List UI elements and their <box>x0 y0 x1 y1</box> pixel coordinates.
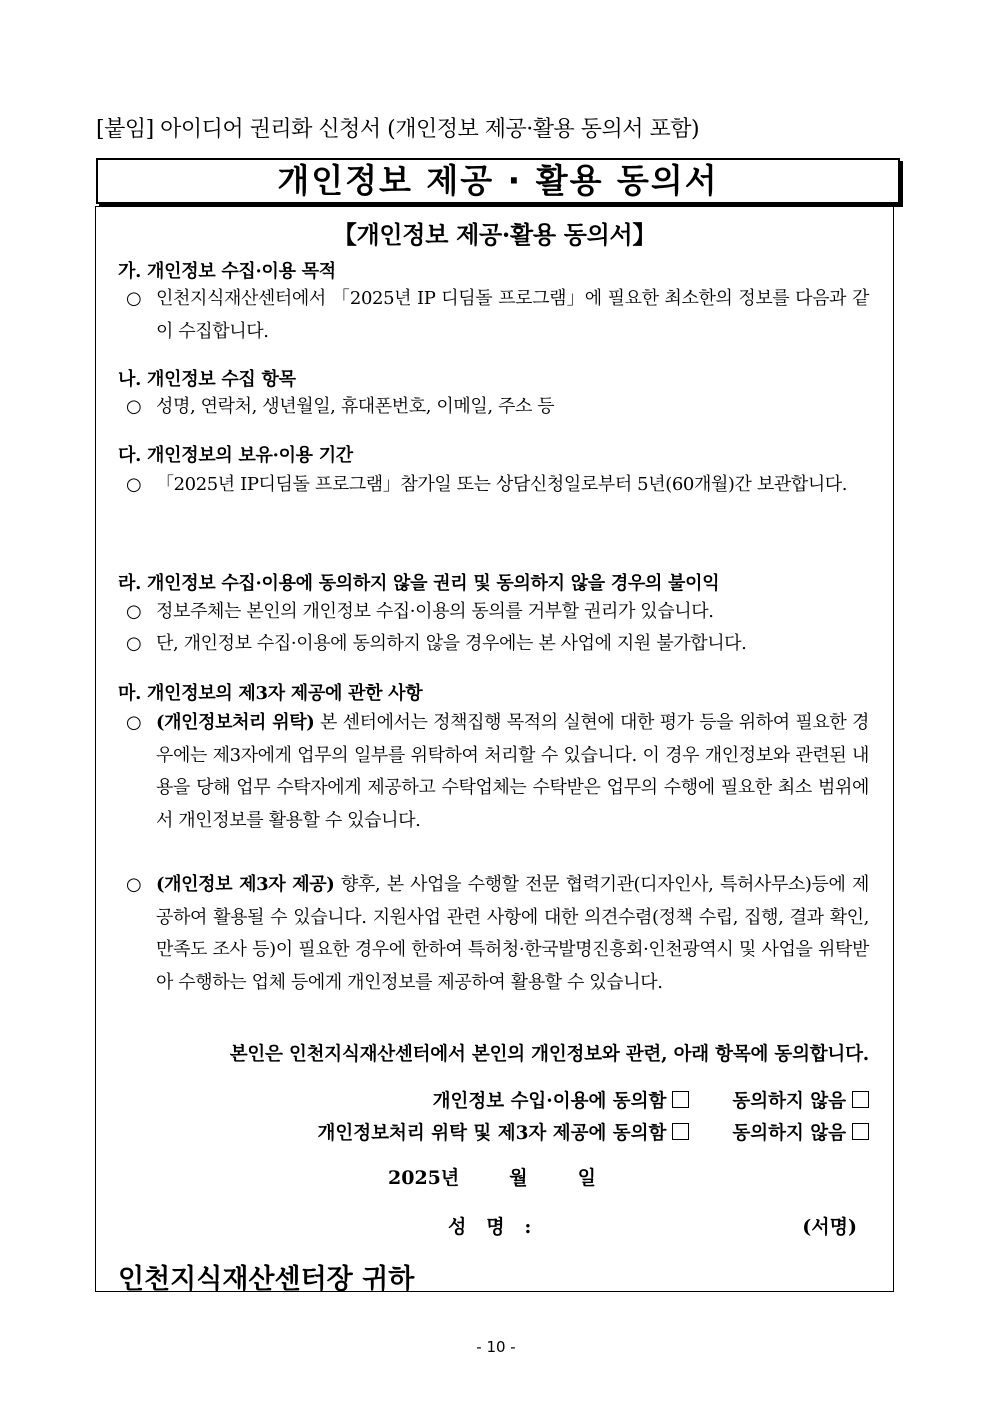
inner-title: 【개인정보 제공·활용 동의서】 <box>332 220 657 249</box>
section-item-text: 단, 개인정보 수집·이용에 동의하지 않을 경우에는 본 사업에 지원 불가합니다. <box>156 633 747 654</box>
item-bold-label: (개인정보처리 위탁) <box>156 712 315 733</box>
date-line <box>388 1163 646 1190</box>
section-item <box>126 628 869 661</box>
page-number: - 10 - <box>476 1338 516 1356</box>
consent-form-box <box>95 206 894 1295</box>
date-day: 일 <box>577 1167 596 1189</box>
agree-checkbox[interactable] <box>672 1123 689 1140</box>
main-title: 개인정보 제공 · 활용 동의서 <box>277 161 719 200</box>
section-item <box>126 596 869 629</box>
item-body: 향후, 본 사업을 수행할 전문 협력기관(디자인사, 특허사무소)등에 제공하여 활용될 수 있습니다. 지원사업 관련 사항에 대한 의견수렴(정책 수립, 집행, 결과 확인, 만족도 조사 등)이 필요한 경우에 한하여 특허청·한국발명진흥회·인천광역시 및 사업을 위탁받아 수행하는 업체 등에게 개인정보를 제공하여 활용할 수 있습니다. <box>156 874 869 993</box>
consent-row-third-party <box>318 1119 869 1145</box>
bullet-icon: ○ <box>126 633 142 654</box>
bullet-icon: ○ <box>126 712 142 733</box>
consent-row-collection <box>433 1087 869 1113</box>
bullet-icon: ○ <box>126 396 142 417</box>
attachment-line: [붙임] 아이디어 권리화 신청서 (개인정보 제공·활용 동의서 포함) <box>96 117 700 142</box>
consent-agree-label: 개인정보 수입·이용에 동의함 <box>432 1091 667 1112</box>
section-item-text: 「2025년 IP디딤돌 프로그램」참가일 또는 상담신청일로부터 5년(60개월)간 보관합니다. <box>156 474 848 495</box>
date-year: 2025년 <box>388 1167 460 1189</box>
bullet-icon: ○ <box>126 874 142 895</box>
section-item-text <box>126 869 869 999</box>
bullet-icon: ○ <box>126 601 142 622</box>
agree-checkbox[interactable] <box>672 1091 689 1108</box>
section-item-text: 정보주체는 본인의 개인정보 수집·이용의 동의를 거부할 권리가 있습니다. <box>156 601 714 622</box>
bullet-icon: ○ <box>126 474 142 495</box>
disagree-checkbox[interactable] <box>852 1091 869 1108</box>
consent-agree-label: 개인정보처리 위탁 및 제3자 제공에 동의함 <box>317 1123 667 1144</box>
section-item <box>126 469 869 502</box>
main-title-box <box>96 158 900 204</box>
item-body: 본 센터에서는 정책집행 목적의 실현에 대한 평가 등을 위하여 필요한 경우에는 제3자에게 업무의 일부를 위탁하여 처리할 수 있습니다. 이 경우 개인정보와 관련된 내용을 당해 업무 수탁자에게 제공하고 수탁업체는 수탁받은 업무의 수행에 필요한 최소 범위에서 개인정보를 활용할 수 있습니다. <box>156 712 869 831</box>
section-heading-purpose: 가. 개인정보 수집·이용 목적 <box>118 261 336 282</box>
section-item-text: 성명, 연락처, 생년월일, 휴대폰번호, 이메일, 주소 등 <box>156 396 555 417</box>
bullet-icon: ○ <box>126 288 142 309</box>
addressee: 인천지식재산센터장 귀하 <box>118 1264 415 1295</box>
agreement-statement: 본인은 인천지식재산센터에서 본인의 개인정보와 관련, 아래 항목에 동의합니다. <box>229 1044 869 1065</box>
consent-disagree-label: 동의하지 않음 <box>732 1091 846 1112</box>
section-item <box>126 391 869 424</box>
consent-disagree-label: 동의하지 않음 <box>732 1123 846 1144</box>
section-heading-period: 다. 개인정보의 보유·이용 기간 <box>118 445 353 466</box>
section-item-text <box>126 707 869 837</box>
section-heading-third-party: 마. 개인정보의 제3자 제공에 관한 사항 <box>118 683 423 704</box>
section-item <box>126 869 869 999</box>
signature-label: 성 명 : <box>448 1216 532 1238</box>
signature-seal: (서명) <box>802 1216 857 1238</box>
disagree-checkbox[interactable] <box>852 1123 869 1140</box>
section-item-text: 인천지식재산센터에서 「2025년 IP 디딤돌 프로그램」에 필요한 최소한의 정보를 다음과 같이 수집합니다. <box>156 288 869 342</box>
section-heading-rights: 라. 개인정보 수집·이용에 동의하지 않을 권리 및 동의하지 않을 경우의 불이익 <box>118 573 720 594</box>
section-heading-items: 나. 개인정보 수집 항목 <box>118 369 296 390</box>
section-item <box>126 707 869 837</box>
item-bold-label: (개인정보 제3자 제공) <box>156 874 335 895</box>
date-month: 월 <box>509 1167 528 1189</box>
section-item <box>126 283 869 348</box>
